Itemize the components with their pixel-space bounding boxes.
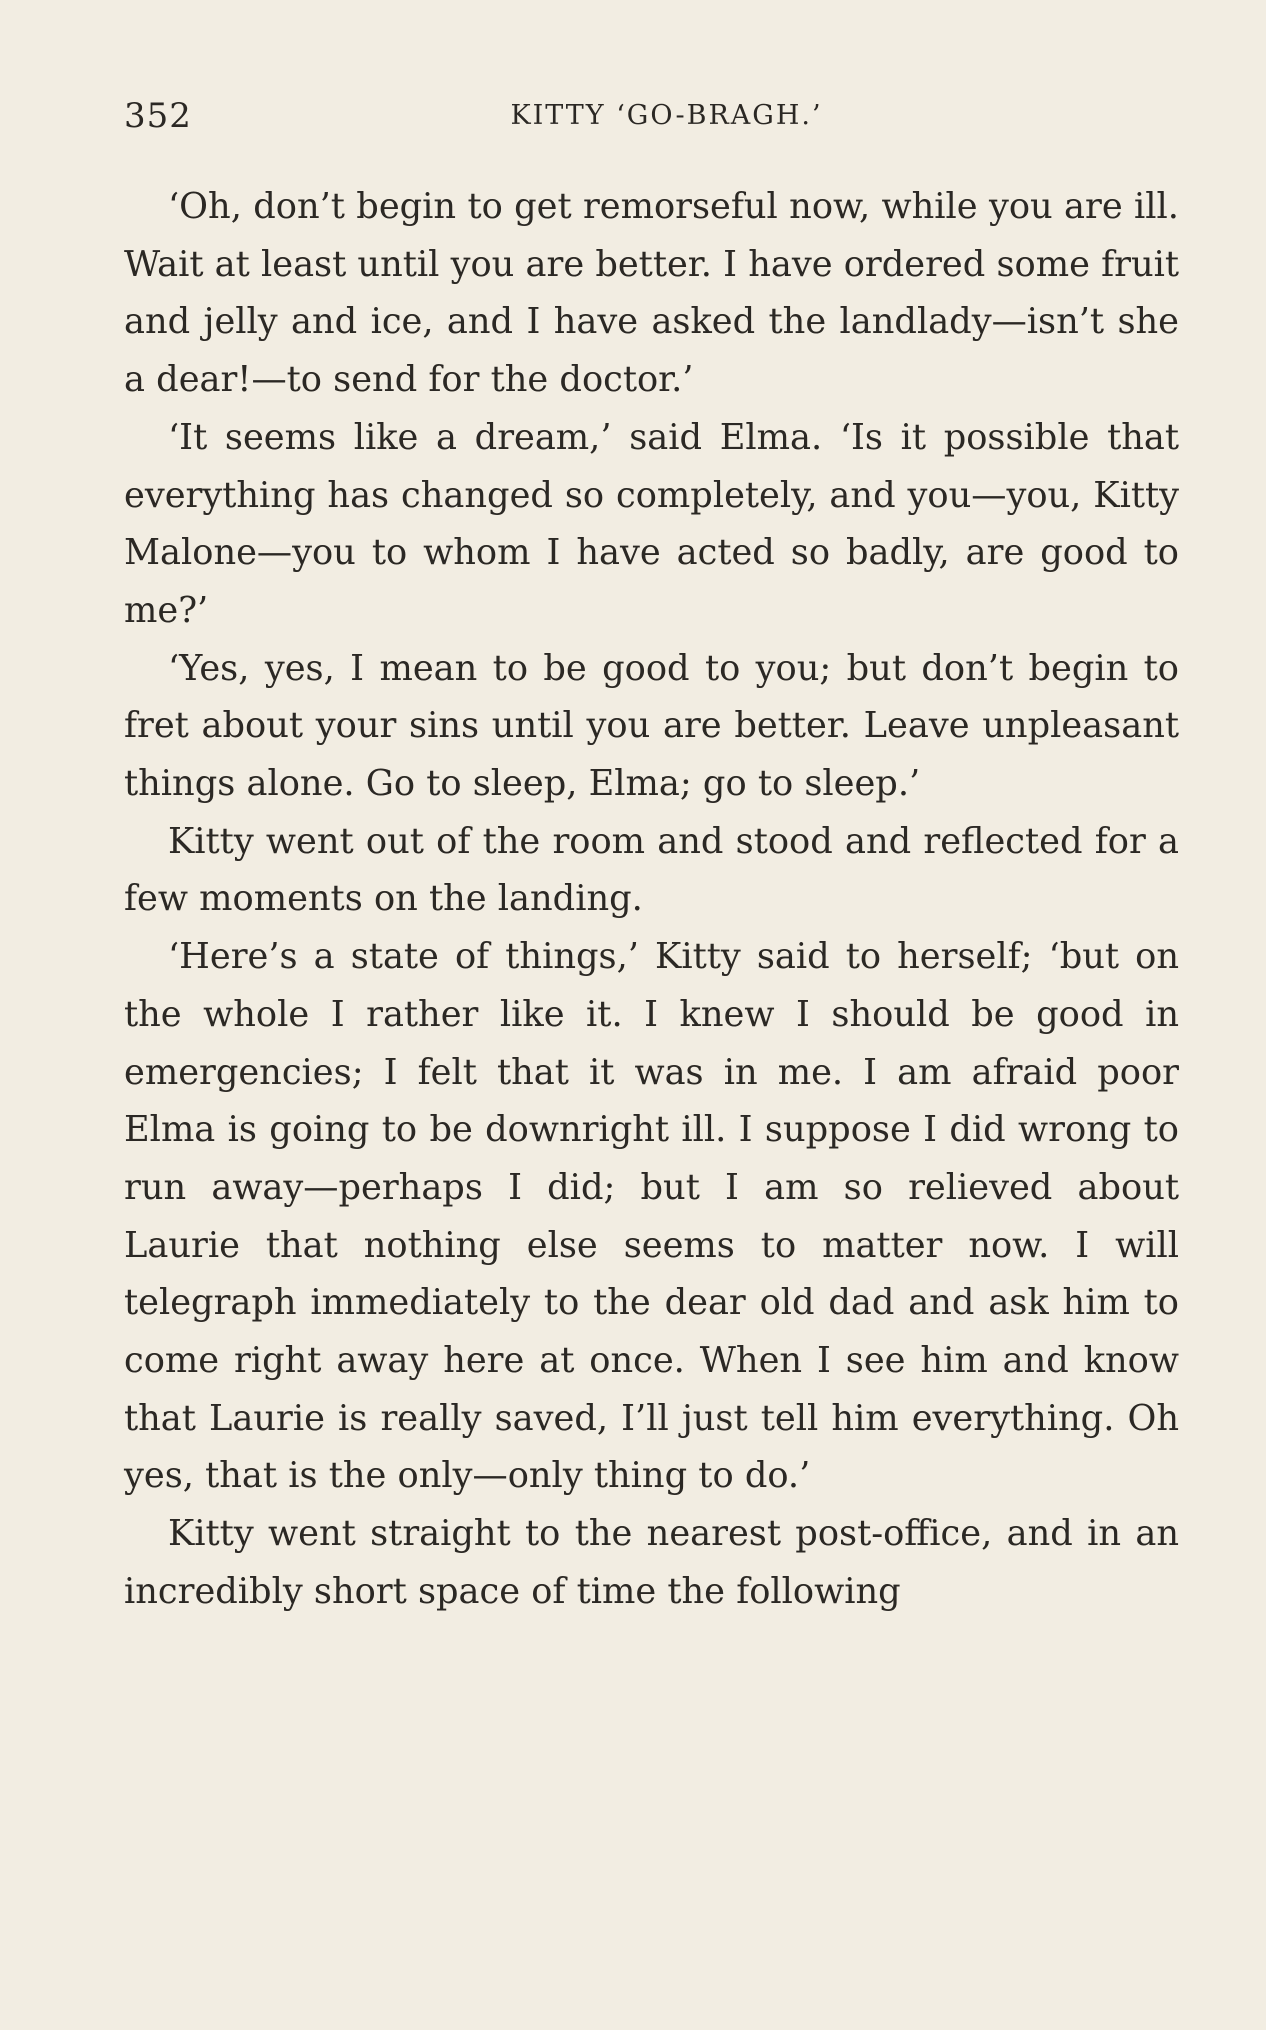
paragraph: ‘Here’s a state of things,’ Kitty said to herself; ‘but on the whole I rather like it. I knew I should be good in emergencies; I felt that it was in me. I am afraid poor Elma is going to be downright ill. I suppose I did wrong to run away—perhaps I did; but I am so relieved about Laurie that nothing else seems to matter now. I will telegraph immediately to the dear old dad and ask him to come right away here at once. When I see him and know that Laurie is really saved, I’ll just tell him everything. Oh yes, that is the only—only thing to do.’: [124, 936, 1179, 1497]
paragraph: ‘It seems like a dream,’ said Elma. ‘Is it possible that everything has changed so completely, and you—you, Kitty Malone—you to whom I have acted so badly, are good to me?’: [124, 416, 1179, 631]
paragraph: Kitty went straight to the nearest post-office, and in an incredibly short space of time the following: [124, 1513, 1179, 1612]
paragraph: ‘Oh, don’t begin to get remorseful now, while you are ill. Wait at least until you are better. I have ordered some fruit and jelly and ice, and I have asked the landlady—isn’t she a dear!—to send for the doctor.’: [124, 186, 1179, 401]
page-header: [124, 96, 1179, 146]
running-title: KITTY ‘GO-BRAGH.’: [510, 100, 823, 131]
paragraph: Kitty went out of the room and stood and reflected for a few moments on the landing.: [124, 820, 1179, 920]
paragraph: ‘Yes, yes, I mean to be good to you; but don’t begin to fret about your sins until you are better. Leave unpleasant things alone. Go to sleep, Elma; go to sleep.’: [124, 647, 1179, 805]
body-text: [124, 178, 1179, 1621]
page-number: 352: [124, 96, 192, 136]
